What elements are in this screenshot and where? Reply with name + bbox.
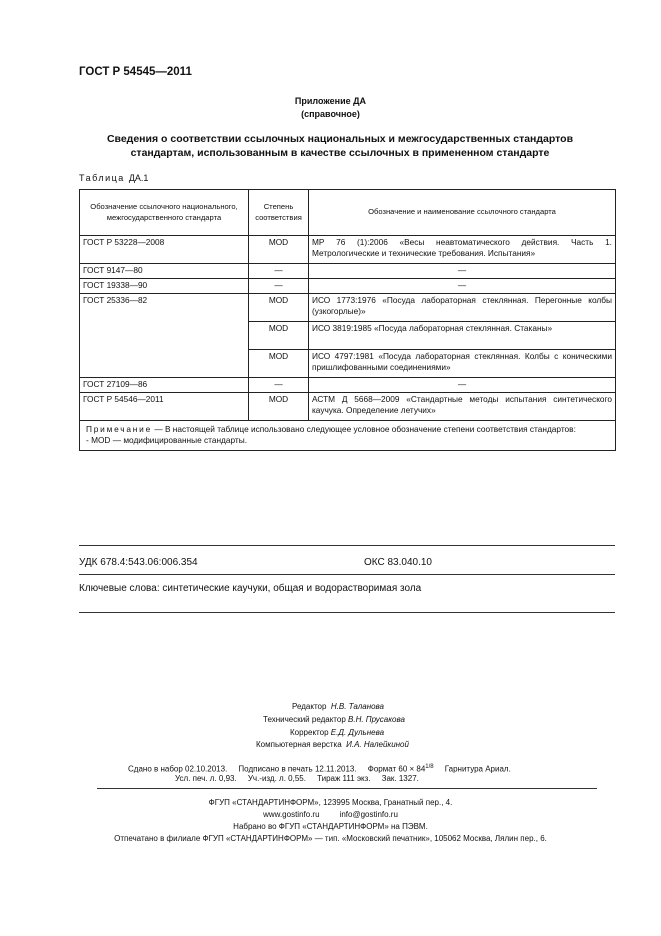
publisher-line-2 [0,809,661,821]
cell-degree: — [249,279,309,294]
cell-desc: АСТМ Д 5668—2009 «Стандартные методы испытания синтетического каучука. Определение летучих» [309,393,616,421]
print-info-line-2 [175,773,419,786]
header-degree: Степень соответствия [249,190,309,236]
header-desc: Обозначение и наименование ссылочного стандарта [309,190,616,236]
keywords-label: Ключевые слова: [79,583,160,594]
header-std: Обозначение ссылочного национального, межгосударственного стандарта [80,190,249,236]
table-row [80,393,616,421]
credit-layout-label: Компьютерная верстка [256,740,342,749]
print-edit-sheets: Уч.-изд. л. 0,55. [247,774,306,783]
table-row [80,236,616,264]
heading-line-2: стандартам, использованным в качестве ссылочных в примененном стандарте [130,147,550,159]
udc-code: УДК 678.4:543.06:006.354 [79,557,198,568]
credit-layout [256,739,409,752]
print-format: Формат 60 × 84 [367,764,426,774]
note-label: Примечание [86,424,153,434]
cell-std: ГОСТ Р 53228—2008 [80,236,249,264]
publisher-line-1: ФГУП «СТАНДАРТИНФОРМ», 123995 Москва, Гранатный пер., 4. [208,798,453,807]
credit-editor [292,701,384,714]
cell-std: ГОСТ 9147—80 [80,264,249,279]
credit-editor-label: Редактор [292,702,327,711]
table-row [80,294,616,322]
oks-code: ОКС 83.040.10 [364,557,432,568]
cell-desc: — [309,279,616,294]
cell-degree: — [249,264,309,279]
table-note-row [80,421,616,451]
cell-degree: MOD [249,294,309,322]
note-item: - MOD — модифицированные стандарты. [86,435,248,445]
credit-layout-name: И.А. Налейкиной [346,740,409,749]
cell-degree: MOD [249,236,309,264]
credit-corrector-label: Корректор [290,728,329,737]
cell-degree: MOD [249,393,309,421]
note-text: — В настоящей таблице использовано следующее условное обозначение степени соответствия стандартов: [154,424,576,434]
print-format-fraction: 1/8 [425,764,434,770]
credit-corrector-name: Е.Д. Дульнева [330,728,385,737]
cell-std: ГОСТ 19338—90 [80,279,249,294]
cell-std: ГОСТ 25336—82 [80,294,249,378]
cell-degree: — [249,378,309,393]
table-row [80,378,616,393]
print-typeset-date: Сдано в набор 02.10.2013. [128,764,228,774]
heading-line-1: Сведения о соответствии ссылочных национальных и межгосударственных стандартов [106,133,574,145]
table-row [80,264,616,279]
credit-corrector [290,727,384,740]
cell-desc: — [309,378,616,393]
cell-desc: ИСО 4797:1981 «Посуда лабораторная стеклянная. Колбы с коническими пришлифованными соединениями» [309,350,616,378]
keywords-text: синтетические каучуки, общая и водорастворимая зола [162,583,422,594]
divider-bottom [79,612,615,613]
table-note [80,421,616,451]
print-typeface: Гарнитура Ариал. [444,764,511,774]
publisher-line-4: Отпечатано в филиале ФГУП «СТАНДАРТИНФОРМ» — тип. «Московский печатник», 105062 Москва, Лялин пер., 6. [114,834,547,843]
document-id: ГОСТ Р 54545—2011 [79,66,192,78]
cell-std: ГОСТ 27109—86 [80,378,249,393]
publisher-line-3: Набрано во ФГУП «СТАНДАРТИНФОРМ» на ПЭВМ. [233,822,428,831]
correspondence-table [79,189,616,451]
cell-desc: — [309,264,616,279]
appendix-title: Приложение ДА [294,96,367,106]
cell-degree: MOD [249,350,309,378]
appendix-subtitle: (справочное) [301,109,360,119]
table-header-row [80,190,616,236]
table-row [80,279,616,294]
table-caption-word: Таблица [79,173,125,183]
credit-tech-editor-name: В.Н. Прусакова [348,715,405,724]
print-sheets: Усл. печ. л. 0,93. [175,774,237,783]
print-run: Тираж 111 экз. [317,774,371,783]
cell-desc: МР 76 (1):2006 «Весы неавтоматического действия. Часть 1. Метрологические и технические требования. Испытания» [309,236,616,264]
table-caption [79,173,148,183]
credit-tech-editor [263,714,405,727]
publisher-website: www.gostinfo.ru [263,810,320,819]
credit-tech-editor-label: Технический редактор [263,715,346,724]
section-heading [60,132,620,160]
divider-middle [79,574,615,575]
cell-std: ГОСТ Р 54546—2011 [80,393,249,421]
cell-desc: ИСО 3819:1985 «Посуда лабораторная стеклянная. Стаканы» [309,322,616,350]
cell-desc: ИСО 1773:1976 «Посуда лабораторная стеклянная. Перегонные колбы (узкогорлые)» [309,294,616,322]
divider-publisher [97,788,597,789]
table-caption-number: ДА.1 [128,173,149,183]
publisher-email: info@gostinfo.ru [339,810,398,819]
print-signed-date: Подписано в печать 12.11.2013. [238,764,357,774]
divider-top [79,545,615,546]
print-order: Зак. 1327. [381,774,419,783]
cell-degree: MOD [249,322,309,350]
keywords [79,583,421,594]
credit-editor-name: Н.В. Таланова [330,702,385,711]
